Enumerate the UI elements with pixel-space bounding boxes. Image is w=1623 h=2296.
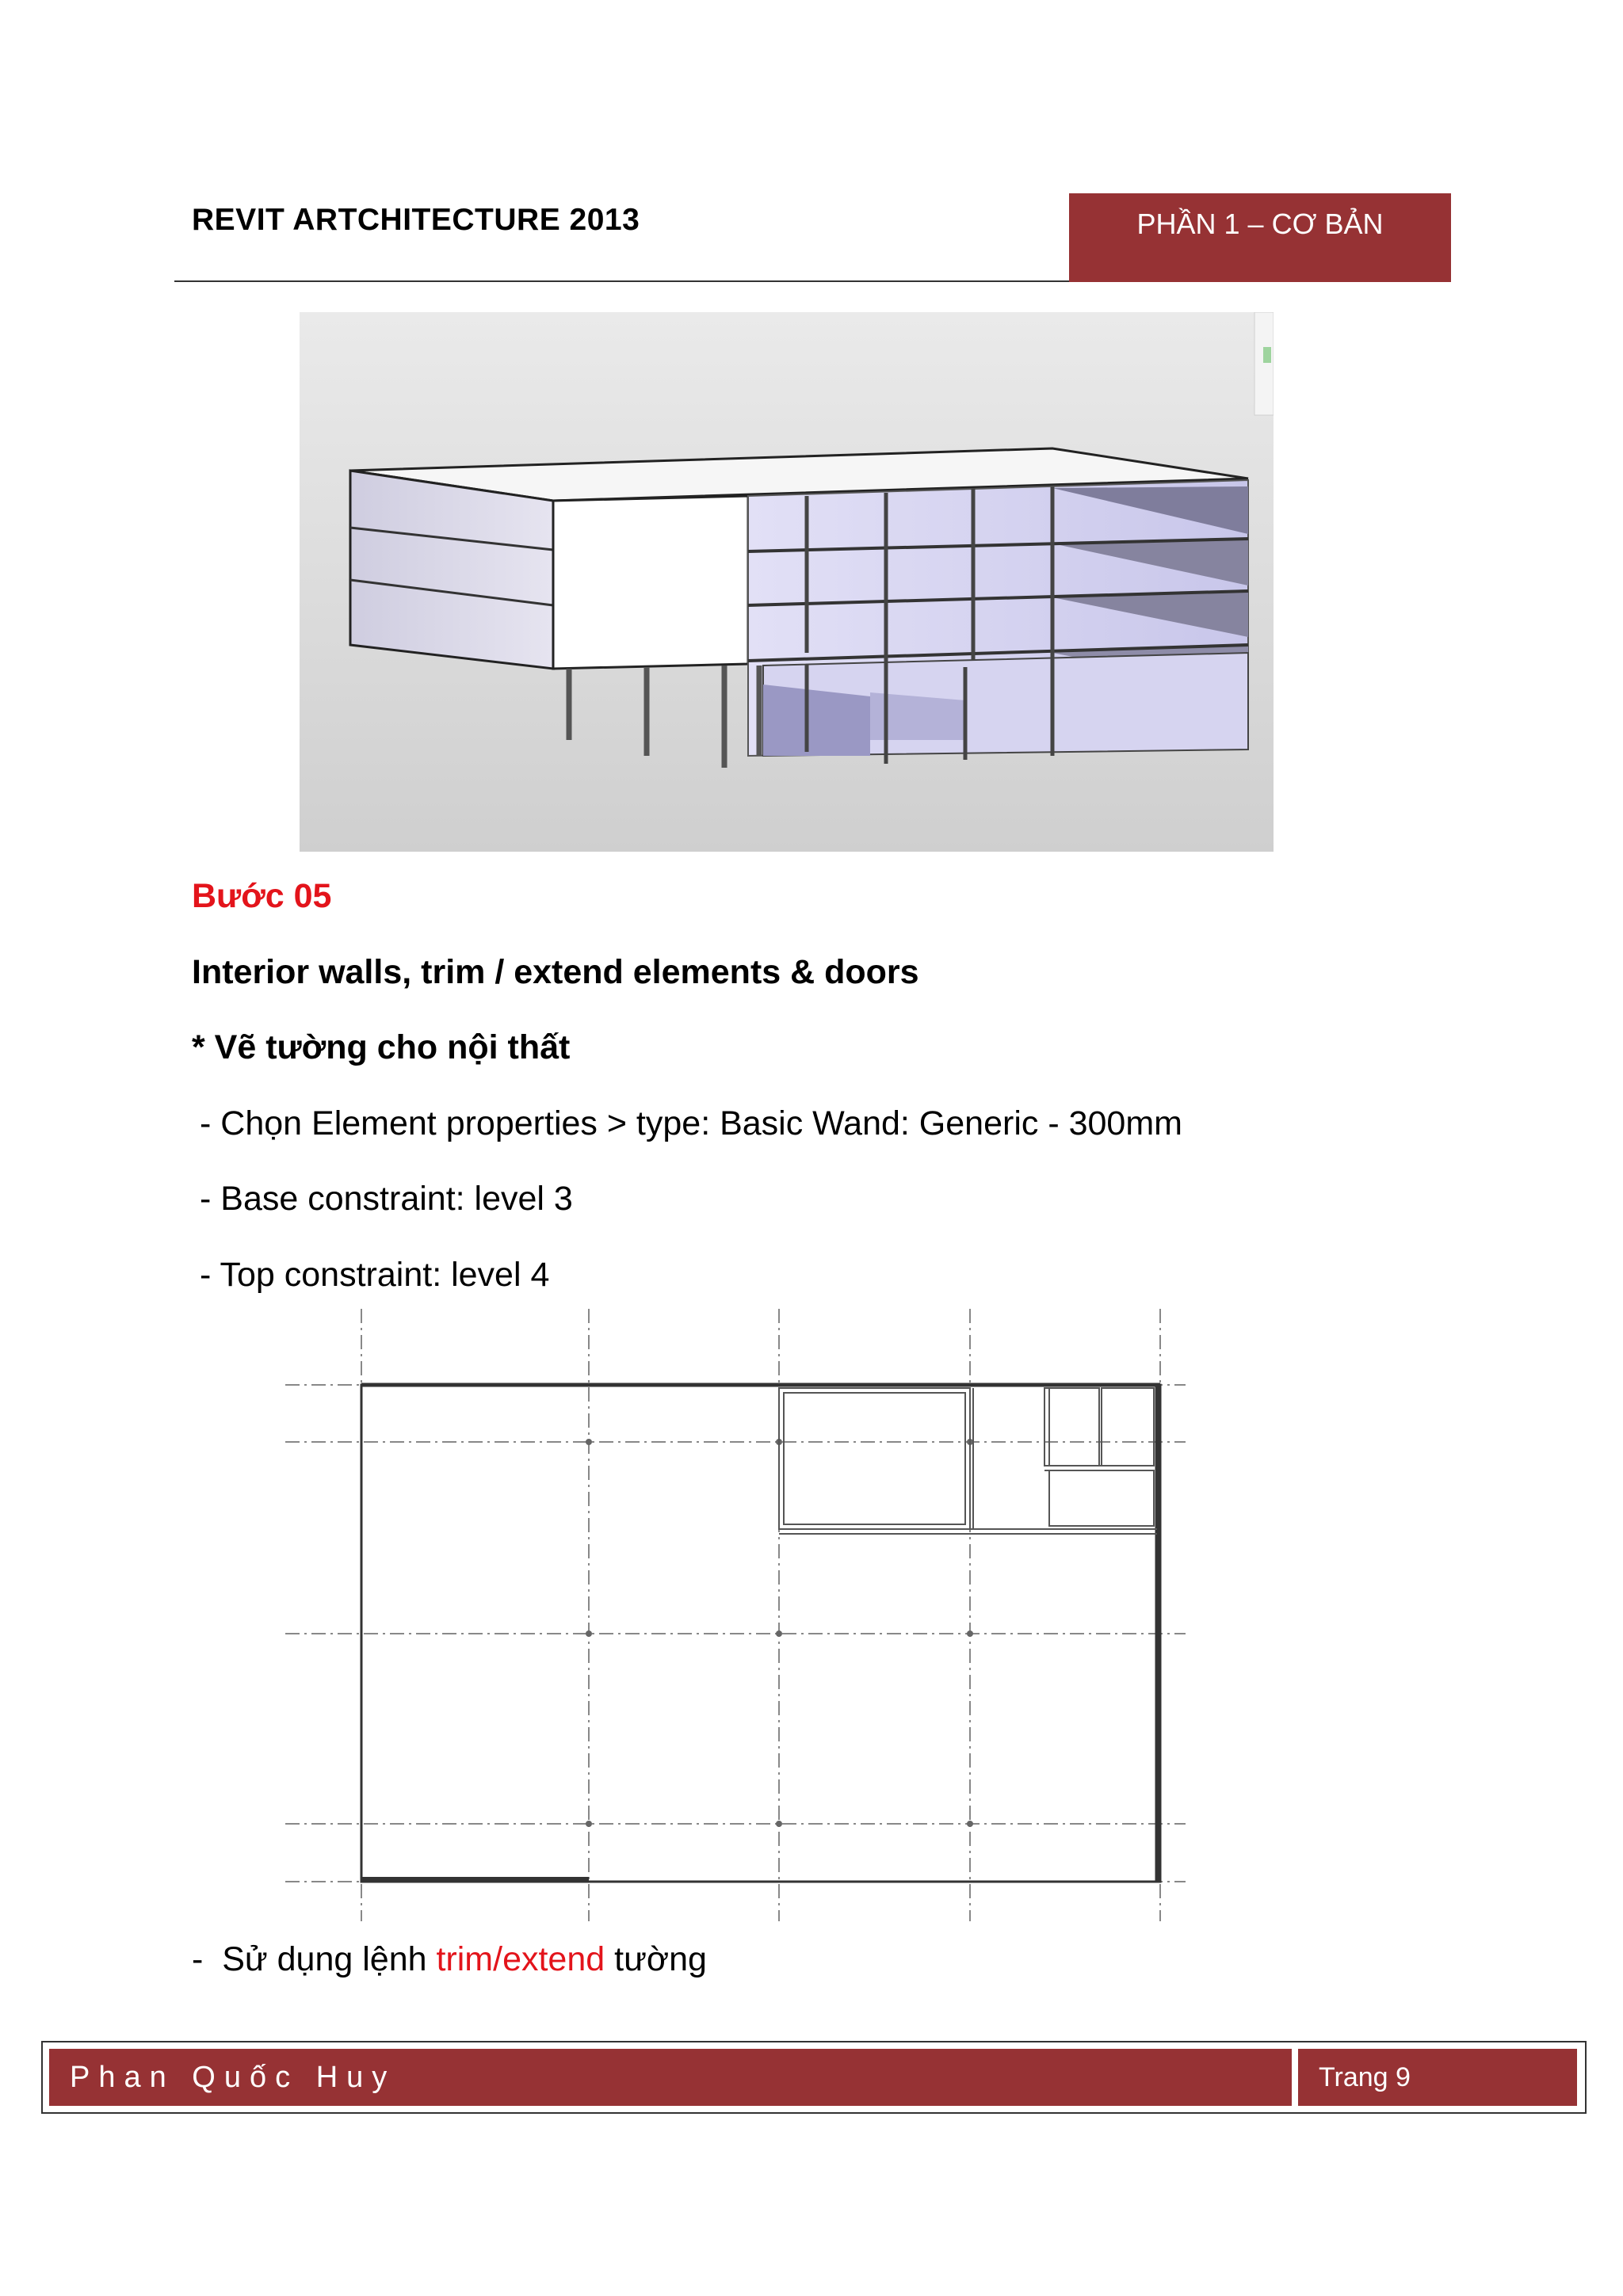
building-3d-image [300, 312, 1274, 852]
floor-plan-drawing [276, 1299, 1195, 1933]
instruction-prefix: - Sử dụng lệnh [192, 1940, 437, 1978]
step-label: Bước 05 [192, 877, 332, 915]
section-badge: PHẦN 1 – CƠ BẢN [1069, 193, 1451, 282]
footer-author: Phan Quốc Huy [49, 2049, 1292, 2106]
bullet-item: - Top constraint: level 4 [200, 1256, 550, 1294]
document-header-title: REVIT ARTCHITECTURE 2013 [192, 203, 640, 237]
instruction-suffix: tường [605, 1940, 707, 1978]
bullet-item: - Base constraint: level 3 [200, 1180, 573, 1218]
bullet-item: - Chọn Element properties > type: Basic Wand: Generic - 300mm [200, 1104, 1182, 1142]
trim-extend-command: trim/extend [436, 1940, 605, 1978]
footer-page-number: Trang 9 [1298, 2049, 1577, 2106]
header-divider [174, 280, 1070, 282]
step-subtitle: * Vẽ tường cho nội thất [192, 1028, 571, 1066]
instruction-line [192, 1940, 707, 1979]
step-title: Interior walls, trim / extend elements & doors [192, 953, 919, 991]
